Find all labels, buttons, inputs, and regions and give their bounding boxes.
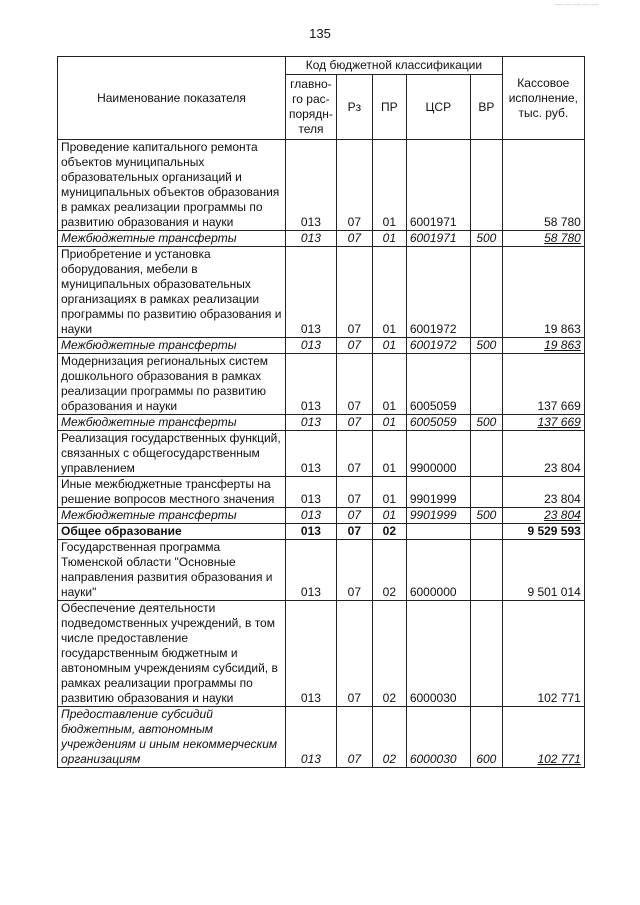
row-vr <box>470 524 502 540</box>
table-row <box>58 354 585 415</box>
row-admin: 013 <box>286 415 337 431</box>
row-name: Межбюджетные трансферты <box>58 338 286 354</box>
table-row <box>58 540 585 601</box>
table-row <box>58 508 585 524</box>
table-row <box>58 140 585 231</box>
row-rz: 07 <box>336 415 372 431</box>
row-rz: 07 <box>336 431 372 477</box>
row-admin: 013 <box>286 354 337 415</box>
row-csr: 9901999 <box>406 477 470 508</box>
table-row <box>58 601 585 707</box>
row-pr: 01 <box>372 415 406 431</box>
row-admin: 013 <box>286 231 337 247</box>
row-csr <box>406 524 470 540</box>
row-amount: 19 863 <box>502 338 584 354</box>
row-csr: 6000000 <box>406 540 470 601</box>
row-amount: 102 771 <box>502 601 584 707</box>
row-name: Межбюджетные трансферты <box>58 415 286 431</box>
row-amount: 137 669 <box>502 354 584 415</box>
table-row <box>58 524 585 540</box>
row-vr <box>470 140 502 231</box>
row-admin: 013 <box>286 338 337 354</box>
row-name: Предоставление субсидий бюджетным, автономным учреждениям и иным некоммерческим организациям <box>58 707 286 768</box>
row-vr: 500 <box>470 508 502 524</box>
row-pr: 01 <box>372 431 406 477</box>
header-admin: главно-го рас-порядн-теля <box>286 75 337 140</box>
row-csr: 6001971 <box>406 140 470 231</box>
row-vr: 500 <box>470 231 502 247</box>
row-rz: 07 <box>336 540 372 601</box>
row-pr: 02 <box>372 524 406 540</box>
row-pr: 01 <box>372 247 406 338</box>
row-amount: 58 780 <box>502 231 584 247</box>
table-row <box>58 415 585 431</box>
row-rz: 07 <box>336 338 372 354</box>
header-pr: ПР <box>372 75 406 140</box>
row-amount: 102 771 <box>502 707 584 768</box>
header-csr: ЦСР <box>406 75 470 140</box>
header-name: Наименование показателя <box>58 57 286 140</box>
row-name: Приобретение и установка оборудования, мебели в муниципальных образовательных организациях в рамках реализации программы по развитию образования и науки <box>58 247 286 338</box>
row-admin: 013 <box>286 508 337 524</box>
row-amount: 23 804 <box>502 477 584 508</box>
header-amount: Кассовое исполнение, тыс. руб. <box>502 57 584 140</box>
row-rz: 07 <box>336 231 372 247</box>
row-csr: 6000030 <box>406 601 470 707</box>
row-csr: 6005059 <box>406 415 470 431</box>
table-row <box>58 247 585 338</box>
budget-table <box>57 56 585 768</box>
row-vr <box>470 247 502 338</box>
row-rz: 07 <box>336 247 372 338</box>
row-csr: 9900000 <box>406 431 470 477</box>
row-pr: 02 <box>372 707 406 768</box>
row-pr: 02 <box>372 540 406 601</box>
corner-mark: ————— <box>555 0 600 9</box>
row-admin: 013 <box>286 247 337 338</box>
row-rz: 07 <box>336 707 372 768</box>
row-csr: 6005059 <box>406 354 470 415</box>
row-admin: 013 <box>286 477 337 508</box>
row-name: Иные межбюджетные трансферты на решение вопросов местного значения <box>58 477 286 508</box>
row-pr: 01 <box>372 338 406 354</box>
row-amount: 19 863 <box>502 247 584 338</box>
row-csr: 9901999 <box>406 508 470 524</box>
table-row <box>58 431 585 477</box>
header-code-group: Код бюджетной классификации <box>286 57 503 75</box>
row-pr: 01 <box>372 354 406 415</box>
row-name: Проведение капитального ремонта объектов муниципальных образовательных организаций и муниципальных объектов образования в рамках реализации программы по развитию образования и науки <box>58 140 286 231</box>
row-name: Модернизация региональных систем дошкольного образования в рамках реализации программы по развитию образования и науки <box>58 354 286 415</box>
row-pr: 01 <box>372 140 406 231</box>
row-vr: 500 <box>470 415 502 431</box>
row-vr <box>470 601 502 707</box>
row-name: Общее образование <box>58 524 286 540</box>
row-pr: 01 <box>372 477 406 508</box>
row-vr <box>470 354 502 415</box>
row-vr <box>470 540 502 601</box>
row-rz: 07 <box>336 354 372 415</box>
row-csr: 6000030 <box>406 707 470 768</box>
row-vr <box>470 477 502 508</box>
table-row <box>58 707 585 768</box>
row-rz: 07 <box>336 477 372 508</box>
row-admin: 013 <box>286 140 337 231</box>
row-admin: 013 <box>286 524 337 540</box>
row-amount: 9 529 593 <box>502 524 584 540</box>
header-vr: ВР <box>470 75 502 140</box>
row-csr: 6001971 <box>406 231 470 247</box>
row-name: Межбюджетные трансферты <box>58 508 286 524</box>
table-row <box>58 231 585 247</box>
row-pr: 01 <box>372 231 406 247</box>
row-admin: 013 <box>286 707 337 768</box>
table-row <box>58 338 585 354</box>
row-name: Государственная программа Тюменской области "Основные направления развития образования и науки" <box>58 540 286 601</box>
row-amount: 23 804 <box>502 508 584 524</box>
row-name: Межбюджетные трансферты <box>58 231 286 247</box>
row-vr: 600 <box>470 707 502 768</box>
row-rz: 07 <box>336 508 372 524</box>
row-rz: 07 <box>336 524 372 540</box>
row-rz: 07 <box>336 140 372 231</box>
row-admin: 013 <box>286 601 337 707</box>
row-admin: 013 <box>286 431 337 477</box>
row-pr: 02 <box>372 601 406 707</box>
row-csr: 6001972 <box>406 338 470 354</box>
page-number: 135 <box>309 26 331 41</box>
row-vr <box>470 431 502 477</box>
row-vr: 500 <box>470 338 502 354</box>
row-pr: 01 <box>372 508 406 524</box>
header-rz: Рз <box>336 75 372 140</box>
row-name: Реализация государственных функций, связанных с общегосударственным управлением <box>58 431 286 477</box>
row-amount: 23 804 <box>502 431 584 477</box>
row-rz: 07 <box>336 601 372 707</box>
table-row <box>58 477 585 508</box>
row-csr: 6001972 <box>406 247 470 338</box>
row-amount: 137 669 <box>502 415 584 431</box>
row-name: Обеспечение деятельности подведомственных учреждений, в том числе предоставление государственным бюджетным и автономным учреждениям субсидий, в рамках реализации программы по развитию образования и науки <box>58 601 286 707</box>
row-amount: 58 780 <box>502 140 584 231</box>
row-amount: 9 501 014 <box>502 540 584 601</box>
row-admin: 013 <box>286 540 337 601</box>
